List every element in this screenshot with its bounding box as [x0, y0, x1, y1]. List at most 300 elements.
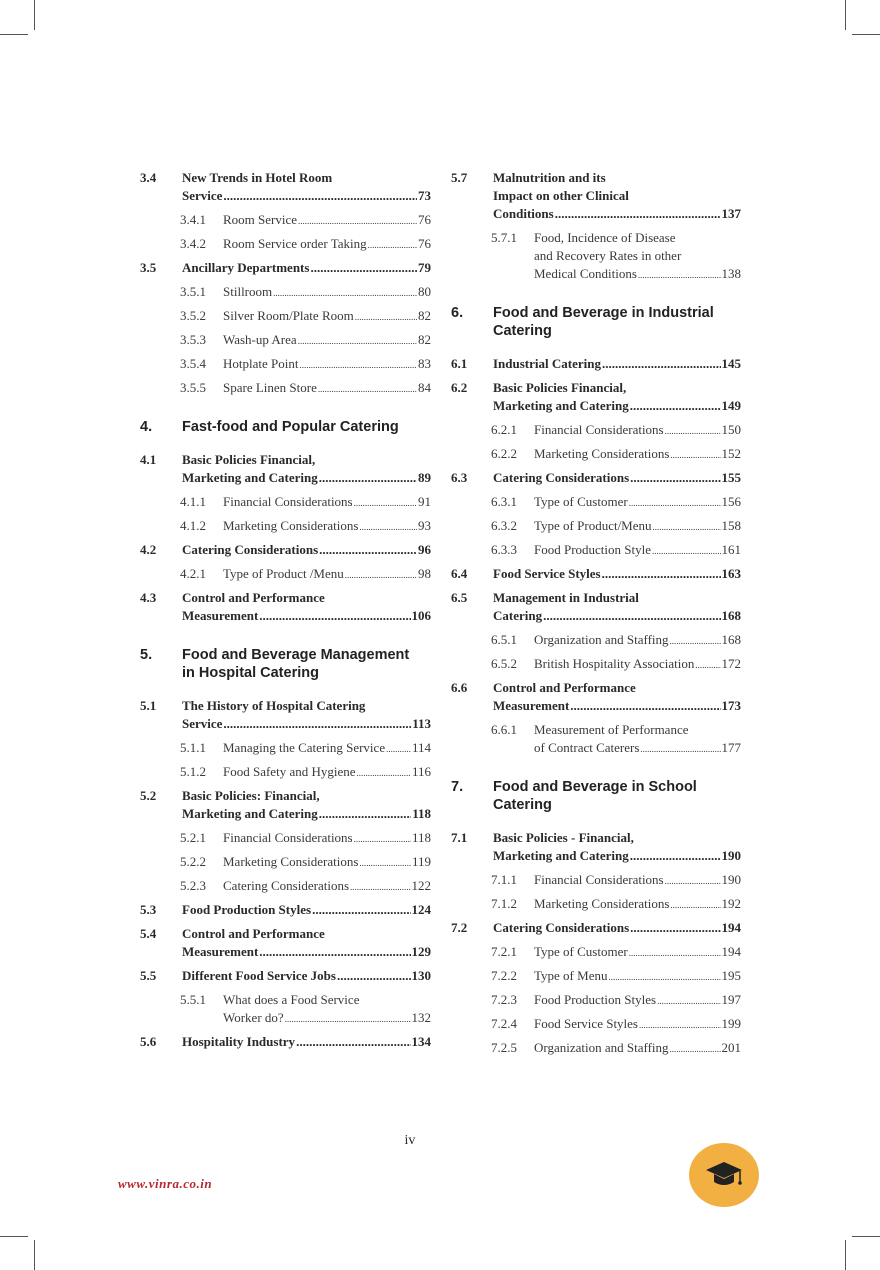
toc-entry-page: 192 — [721, 896, 741, 911]
toc-entry-page: 76 — [418, 236, 431, 251]
dot-leader — [259, 943, 410, 961]
toc-entry-title-text: Marketing and Catering — [493, 848, 629, 863]
toc-entry-title — [493, 679, 741, 715]
toc-entry-title — [182, 589, 431, 625]
toc-entry-title-line: Catering — [493, 323, 552, 339]
toc-entry-title-text: Type of Product/Menu — [534, 518, 652, 533]
toc-entry-title-text: Ancillary Departments — [182, 260, 310, 275]
toc-entry-title-text: Marketing Considerations — [534, 446, 670, 461]
toc-entry-title — [534, 229, 741, 283]
toc-entry-page: 190 — [721, 872, 741, 887]
toc-entry-number: 4.1 — [140, 452, 157, 467]
toc-entry-title — [534, 655, 741, 673]
toc-entry-title — [182, 451, 431, 487]
toc-entry-title — [223, 829, 431, 847]
toc-entry-number: 5. — [140, 647, 153, 663]
toc-entry-title-line: Basic Policies Financial, — [182, 452, 316, 467]
toc-entry-page: 83 — [418, 356, 431, 371]
toc-entry-leader-line — [182, 943, 431, 961]
toc-entry-title-line: Measurement of Performance — [534, 722, 689, 737]
crop-mark — [845, 1240, 846, 1270]
toc-entry-leader-line — [534, 541, 741, 559]
toc-entry-page: 124 — [411, 902, 431, 917]
dot-leader — [665, 871, 721, 890]
toc-entry-title — [182, 925, 431, 961]
toc-entry-leader-line — [534, 1015, 741, 1033]
toc-entry-page: 134 — [411, 1034, 431, 1049]
toc-entry-title-text: Organization and Staffing — [534, 1040, 669, 1055]
toc-entry-title — [182, 1033, 431, 1051]
toc-entry-number: 4.1.2 — [180, 518, 206, 533]
toc-entry-title — [223, 379, 431, 397]
toc-entry-page: 93 — [418, 518, 431, 533]
toc-entry-leader-line — [493, 607, 741, 625]
toc-entry-page: 194 — [721, 920, 741, 935]
dot-leader — [319, 469, 417, 487]
dot-leader — [657, 991, 720, 1010]
toc-entry-title — [182, 697, 431, 733]
dot-leader — [630, 469, 720, 487]
toc-entry-leader-line — [223, 565, 431, 583]
dot-leader — [357, 763, 411, 782]
toc-entry-title-text: Type of Product /Menu — [223, 566, 344, 581]
toc-entry-title-text: Food Service Styles — [493, 566, 601, 581]
toc-entry-page: 118 — [412, 806, 431, 821]
toc-entry-leader-line — [493, 205, 741, 223]
toc-entry-number: 6.2.1 — [491, 422, 517, 437]
toc-entry-title — [493, 589, 741, 625]
toc-entry-number: 4.3 — [140, 590, 157, 605]
toc-entry-title — [182, 787, 431, 823]
dot-leader — [345, 565, 417, 584]
toc-entry-page: 113 — [412, 716, 431, 731]
toc-entry-title-line: Control and Performance — [493, 680, 636, 695]
toc-entry-title-line: Food and Beverage in School — [493, 779, 697, 795]
toc-entry-number: 5.1.2 — [180, 764, 206, 779]
toc-entry-number: 7. — [451, 779, 464, 795]
toc-entry-page: 172 — [721, 656, 741, 671]
toc-entry-title — [493, 169, 741, 223]
toc-entry-leader-line — [182, 1033, 431, 1051]
toc-entry-title-line: Basic Policies - Financial, — [493, 830, 634, 845]
toc-entry-title — [182, 901, 431, 919]
toc-entry-page: 84 — [418, 380, 431, 395]
dot-leader — [639, 1015, 721, 1034]
toc-entry-title — [223, 493, 431, 511]
dot-leader — [608, 967, 720, 986]
toc-entry-title — [223, 307, 431, 325]
toc-entry-title — [223, 517, 431, 535]
toc-entry-title — [182, 646, 431, 682]
toc-entry-page: 155 — [721, 470, 741, 485]
toc-entry-title-text: Room Service order Taking — [223, 236, 367, 251]
toc-entry-page: 168 — [721, 608, 741, 623]
toc-entry-title-text: Marketing Considerations — [534, 896, 670, 911]
toc-entry-leader-line — [223, 235, 431, 253]
toc-entry-number: 7.2.5 — [491, 1040, 517, 1055]
toc-entry-leader-line — [223, 517, 431, 535]
dot-leader — [350, 877, 410, 896]
toc-entry-page: 173 — [721, 698, 741, 713]
toc-entry-title-text: Different Food Service Jobs — [182, 968, 336, 983]
toc-entry-title-text: Marketing and Catering — [182, 806, 318, 821]
toc-entry-title — [534, 445, 741, 463]
dot-leader — [298, 331, 417, 350]
toc-entry-title — [534, 493, 741, 511]
toc-entry-number: 4. — [140, 419, 153, 435]
toc-entry-title-text: Type of Customer — [534, 944, 628, 959]
toc-entry-page: 114 — [411, 740, 431, 755]
toc-entry-title-line: Basic Policies Financial, — [493, 380, 627, 395]
toc-entry-title-text: Service — [182, 716, 223, 731]
toc-entry-page: 150 — [721, 422, 741, 437]
toc-entry-title-text: Organization and Staffing — [534, 632, 669, 647]
crop-mark — [845, 0, 846, 30]
toc-entry-title — [534, 991, 741, 1009]
toc-entry-page: 163 — [721, 566, 741, 581]
toc-entry-number: 6. — [451, 305, 464, 321]
toc-entry-number: 3.5.4 — [180, 356, 206, 371]
toc-entry-page: 73 — [418, 188, 431, 203]
toc-entry-number: 6.6.1 — [491, 722, 517, 737]
toc-entry-title-text: Marketing and Catering — [182, 470, 318, 485]
toc-entry-title — [223, 991, 431, 1027]
toc-entry-title — [534, 871, 741, 889]
crop-mark — [34, 1240, 35, 1270]
toc-entry-page: 116 — [411, 764, 431, 779]
toc-entry-title — [182, 967, 431, 985]
toc-entry-leader-line — [223, 283, 431, 301]
dot-leader — [299, 355, 417, 374]
toc-entry-number: 6.1 — [451, 356, 468, 371]
toc-entry-title-line: Management in Industrial — [493, 590, 639, 605]
toc-entry-number: 5.1.1 — [180, 740, 206, 755]
toc-entry-title-line: Control and Performance — [182, 590, 325, 605]
toc-entry-number: 6.3.1 — [491, 494, 517, 509]
toc-entry-page: 156 — [721, 494, 741, 509]
toc-entry-title-text: Food Safety and Hygiene — [223, 764, 356, 779]
toc-entry-leader-line — [223, 739, 431, 757]
toc-entry-page: 98 — [418, 566, 431, 581]
toc-entry-title — [493, 469, 741, 487]
dot-leader — [359, 853, 411, 872]
toc-entry-leader-line — [223, 379, 431, 397]
graduation-cap-icon — [704, 1158, 744, 1192]
dot-leader — [638, 265, 721, 284]
toc-entry-title-line: Control and Performance — [182, 926, 325, 941]
toc-entry-title — [493, 919, 741, 937]
dot-leader — [670, 445, 720, 464]
toc-entry-title-text: Catering — [493, 608, 543, 623]
toc-entry-title-text: Marketing Considerations — [223, 518, 359, 533]
toc-entry-number: 7.1.1 — [491, 872, 517, 887]
toc-entry-leader-line — [182, 967, 431, 985]
toc-entry-title — [182, 541, 431, 559]
toc-entry-page: 168 — [721, 632, 741, 647]
toc-entry-title-text: Financial Considerations — [534, 422, 664, 437]
toc-entry-title — [223, 283, 431, 301]
toc-entry-title — [534, 517, 741, 535]
toc-entry-number: 3.5.5 — [180, 380, 206, 395]
dot-leader — [386, 739, 411, 758]
toc-entry-number: 3.5.2 — [180, 308, 206, 323]
toc-entry-title-text: Catering Considerations — [182, 542, 319, 557]
toc-entry-title — [223, 211, 431, 229]
toc-entry-leader-line — [534, 655, 741, 673]
toc-entry-leader-line — [182, 901, 431, 919]
crop-mark — [0, 1236, 28, 1237]
toc-entry-leader-line — [182, 805, 431, 823]
toc-entry-page: 190 — [721, 848, 741, 863]
toc-entry-page: 80 — [418, 284, 431, 299]
dot-leader — [259, 607, 410, 625]
dot-leader — [337, 967, 411, 985]
toc-entry-leader-line — [223, 211, 431, 229]
toc-entry-title-text: Financial Considerations — [534, 872, 664, 887]
dot-leader — [670, 1039, 721, 1058]
toc-entry-number: 7.2 — [451, 920, 468, 935]
dot-leader — [630, 847, 721, 865]
toc-entry-title — [493, 304, 741, 340]
toc-entry-leader-line — [182, 187, 431, 205]
toc-entry-title-text: Food Service Styles — [534, 1016, 638, 1031]
toc-entry-leader-line — [223, 355, 431, 373]
toc-entry-number: 5.7 — [451, 170, 468, 185]
toc-entry-leader-line — [223, 877, 431, 895]
toc-entry-title — [534, 1039, 741, 1057]
toc-entry-title — [534, 943, 741, 961]
toc-entry-page: 118 — [411, 830, 431, 845]
toc-entry-title-text: Catering Considerations — [223, 878, 350, 893]
toc-entry-title-text: Managing the Catering Service — [223, 740, 386, 755]
toc-entry-number: 3.5.1 — [180, 284, 206, 299]
toc-entry-title — [493, 355, 741, 373]
toc-entry-number: 7.2.1 — [491, 944, 517, 959]
dot-leader — [318, 379, 417, 398]
dot-leader — [570, 697, 720, 715]
toc-entry-page: 177 — [721, 740, 741, 755]
toc-entry-title — [534, 541, 741, 559]
toc-entry-title-text: Hospitality Industry — [182, 1034, 296, 1049]
toc-entry-number: 5.5 — [140, 968, 157, 983]
toc-entry-number: 6.2 — [451, 380, 468, 395]
toc-entry-leader-line — [182, 469, 431, 487]
toc-entry-page: 96 — [418, 542, 431, 557]
toc-entry-page: 129 — [411, 944, 431, 959]
toc-entry-number: 5.2.2 — [180, 854, 206, 869]
toc-entry-title — [223, 763, 431, 781]
toc-entry-page: 82 — [418, 308, 431, 323]
toc-entry-title — [223, 355, 431, 373]
toc-entry-title-text: Wash-up Area — [223, 332, 297, 347]
toc-entry-leader-line — [223, 763, 431, 781]
toc-entry-page: 152 — [721, 446, 741, 461]
toc-entry-leader-line — [493, 565, 741, 583]
toc-entry-page: 145 — [721, 356, 741, 371]
toc-entry-leader-line — [493, 847, 741, 865]
toc-entry-number: 5.1 — [140, 698, 157, 713]
toc-entry-number: 5.3 — [140, 902, 157, 917]
toc-entry-title-text: Financial Considerations — [223, 494, 353, 509]
toc-entry-page: 137 — [721, 206, 741, 221]
dot-leader — [602, 565, 721, 583]
toc-entry-leader-line — [223, 493, 431, 511]
crop-mark — [0, 34, 28, 35]
toc-entry-title-line: Catering — [493, 797, 552, 813]
dot-leader — [665, 421, 721, 440]
toc-entry-page: 106 — [411, 608, 431, 623]
toc-entry-leader-line — [534, 1039, 741, 1057]
toc-entry-number: 5.4 — [140, 926, 157, 941]
toc-entry-leader-line — [182, 541, 431, 559]
toc-entry-page: 199 — [721, 1016, 741, 1031]
toc-entry-title-text: Hotplate Point — [223, 356, 299, 371]
toc-entry-title-text: Type of Customer — [534, 494, 628, 509]
toc-entry-title — [493, 565, 741, 583]
toc-entry-number: 4.2.1 — [180, 566, 206, 581]
toc-entry-page: 197 — [721, 992, 741, 1007]
toc-entry-title — [182, 418, 431, 436]
logo — [689, 1143, 759, 1207]
toc-entry-title — [534, 421, 741, 439]
dot-leader — [368, 235, 417, 254]
toc-entry-number: 4.2 — [140, 542, 157, 557]
toc-entry-page: 138 — [721, 266, 741, 281]
dot-leader — [319, 541, 417, 559]
toc-entry-title — [223, 235, 431, 253]
dot-leader — [670, 895, 720, 914]
toc-entry-title — [493, 829, 741, 865]
toc-entry-page: 149 — [721, 398, 741, 413]
toc-entry-page: 82 — [418, 332, 431, 347]
toc-entry-leader-line — [182, 259, 431, 277]
toc-entry-title-line: in Hospital Catering — [182, 665, 319, 681]
website-link[interactable]: www.vinra.co.in — [118, 1176, 213, 1191]
toc-entry-title-line: Food and Beverage Management — [182, 647, 410, 663]
dot-leader — [630, 919, 720, 937]
toc-entry-number: 7.2.4 — [491, 1016, 517, 1031]
toc-entry-number: 5.2 — [140, 788, 157, 803]
toc-entry-title-text: Financial Considerations — [223, 830, 353, 845]
toc-entry-leader-line — [223, 853, 431, 871]
toc-entry-leader-line — [534, 739, 741, 757]
toc-entry-leader-line — [493, 397, 741, 415]
dot-leader — [223, 715, 411, 733]
toc-entry-number: 5.2.3 — [180, 878, 206, 893]
toc-entry-number: 6.4 — [451, 566, 468, 581]
toc-entry-page: 161 — [721, 542, 741, 557]
toc-entry-title — [223, 877, 431, 895]
toc-entry-page: 201 — [721, 1040, 741, 1055]
toc-entry-leader-line — [223, 307, 431, 325]
crop-mark — [852, 1236, 880, 1237]
toc-entry-number: 3.5.3 — [180, 332, 206, 347]
toc-entry-title-text: Measurement — [493, 698, 570, 713]
toc-entry-number: 3.4.2 — [180, 236, 206, 251]
toc-entry-number: 6.3 — [451, 470, 468, 485]
toc-entry-leader-line — [534, 991, 741, 1009]
toc-entry-number: 6.6 — [451, 680, 468, 695]
toc-entry-leader-line — [534, 421, 741, 439]
dot-leader — [355, 307, 417, 326]
dot-leader — [629, 493, 721, 512]
toc-entry-number: 7.2.2 — [491, 968, 517, 983]
dot-leader — [640, 739, 720, 758]
toc-entry-leader-line — [534, 265, 741, 283]
toc-entry-number: 6.3.2 — [491, 518, 517, 533]
toc-entry-title — [182, 259, 431, 277]
toc-entry-page: 195 — [721, 968, 741, 983]
dot-leader — [630, 397, 721, 415]
crop-mark — [34, 0, 35, 30]
toc-entry-leader-line — [534, 517, 741, 535]
toc-entry-leader-line — [534, 445, 741, 463]
toc-entry-leader-line — [223, 829, 431, 847]
dot-leader — [319, 805, 411, 823]
dot-leader — [285, 1009, 411, 1028]
toc-entry-leader-line — [182, 715, 431, 733]
dot-leader — [652, 541, 720, 560]
toc-entry-page: 91 — [418, 494, 431, 509]
toc-entry-page: 158 — [721, 518, 741, 533]
toc-entry-page: 89 — [418, 470, 431, 485]
dot-leader — [223, 187, 417, 205]
toc-entry-number: 5.2.1 — [180, 830, 206, 845]
toc-entry-title-text: Measurement — [182, 944, 259, 959]
toc-entry-title-line: New Trends in Hotel Room — [182, 170, 333, 185]
dot-leader — [555, 205, 721, 223]
toc-entry-title-line: Impact on other Clinical — [493, 188, 629, 203]
toc-entry-title — [223, 331, 431, 349]
toc-entry-title-line: Food and Beverage in Industrial — [493, 305, 714, 321]
dot-leader — [602, 355, 721, 373]
toc-entry-leader-line — [493, 355, 741, 373]
toc-entry-title-text: of Contract Caterers — [534, 740, 640, 755]
toc-entry-title-text: British Hospitality Association — [534, 656, 695, 671]
toc-entry-title — [534, 967, 741, 985]
toc-entry-title-line: What does a Food Service — [223, 992, 360, 1007]
dot-leader — [653, 517, 721, 536]
toc-entry-number: 7.1 — [451, 830, 468, 845]
toc-entry-title-text: Marketing and Catering — [493, 398, 629, 413]
toc-entry-number: 5.7.1 — [491, 230, 517, 245]
toc-entry-title-text: Conditions — [493, 206, 554, 221]
toc-entry-leader-line — [493, 919, 741, 937]
toc-entry-title — [493, 379, 741, 415]
toc-entry-title — [223, 565, 431, 583]
toc-entry-leader-line — [493, 697, 741, 715]
dot-leader — [359, 517, 417, 536]
toc-entry-number: 6.5.2 — [491, 656, 517, 671]
toc-entry-leader-line — [534, 967, 741, 985]
toc-entry-number: 5.5.1 — [180, 992, 206, 1007]
toc-entry-page: 122 — [411, 878, 431, 893]
dot-leader — [695, 655, 720, 674]
toc-entry-title-text: Food Production Styles — [534, 992, 657, 1007]
page-number: iv — [404, 1133, 416, 1148]
toc-entry-title-text: Silver Room/Plate Room — [223, 308, 354, 323]
toc-entry-title-text: Spare Linen Store — [223, 380, 317, 395]
dot-leader — [296, 1033, 410, 1051]
toc-entry-title — [223, 739, 431, 757]
toc-entry-number: 6.5.1 — [491, 632, 517, 647]
toc-entry-title-line: Basic Policies: Financial, — [182, 788, 320, 803]
toc-entry-title-text: Food Production Styles — [182, 902, 312, 917]
toc-entry-title-line: Fast-food and Popular Catering — [182, 419, 399, 435]
toc-entry-leader-line — [534, 895, 741, 913]
toc-entry-title-text: Stillroom — [223, 284, 273, 299]
dot-leader — [310, 259, 417, 277]
